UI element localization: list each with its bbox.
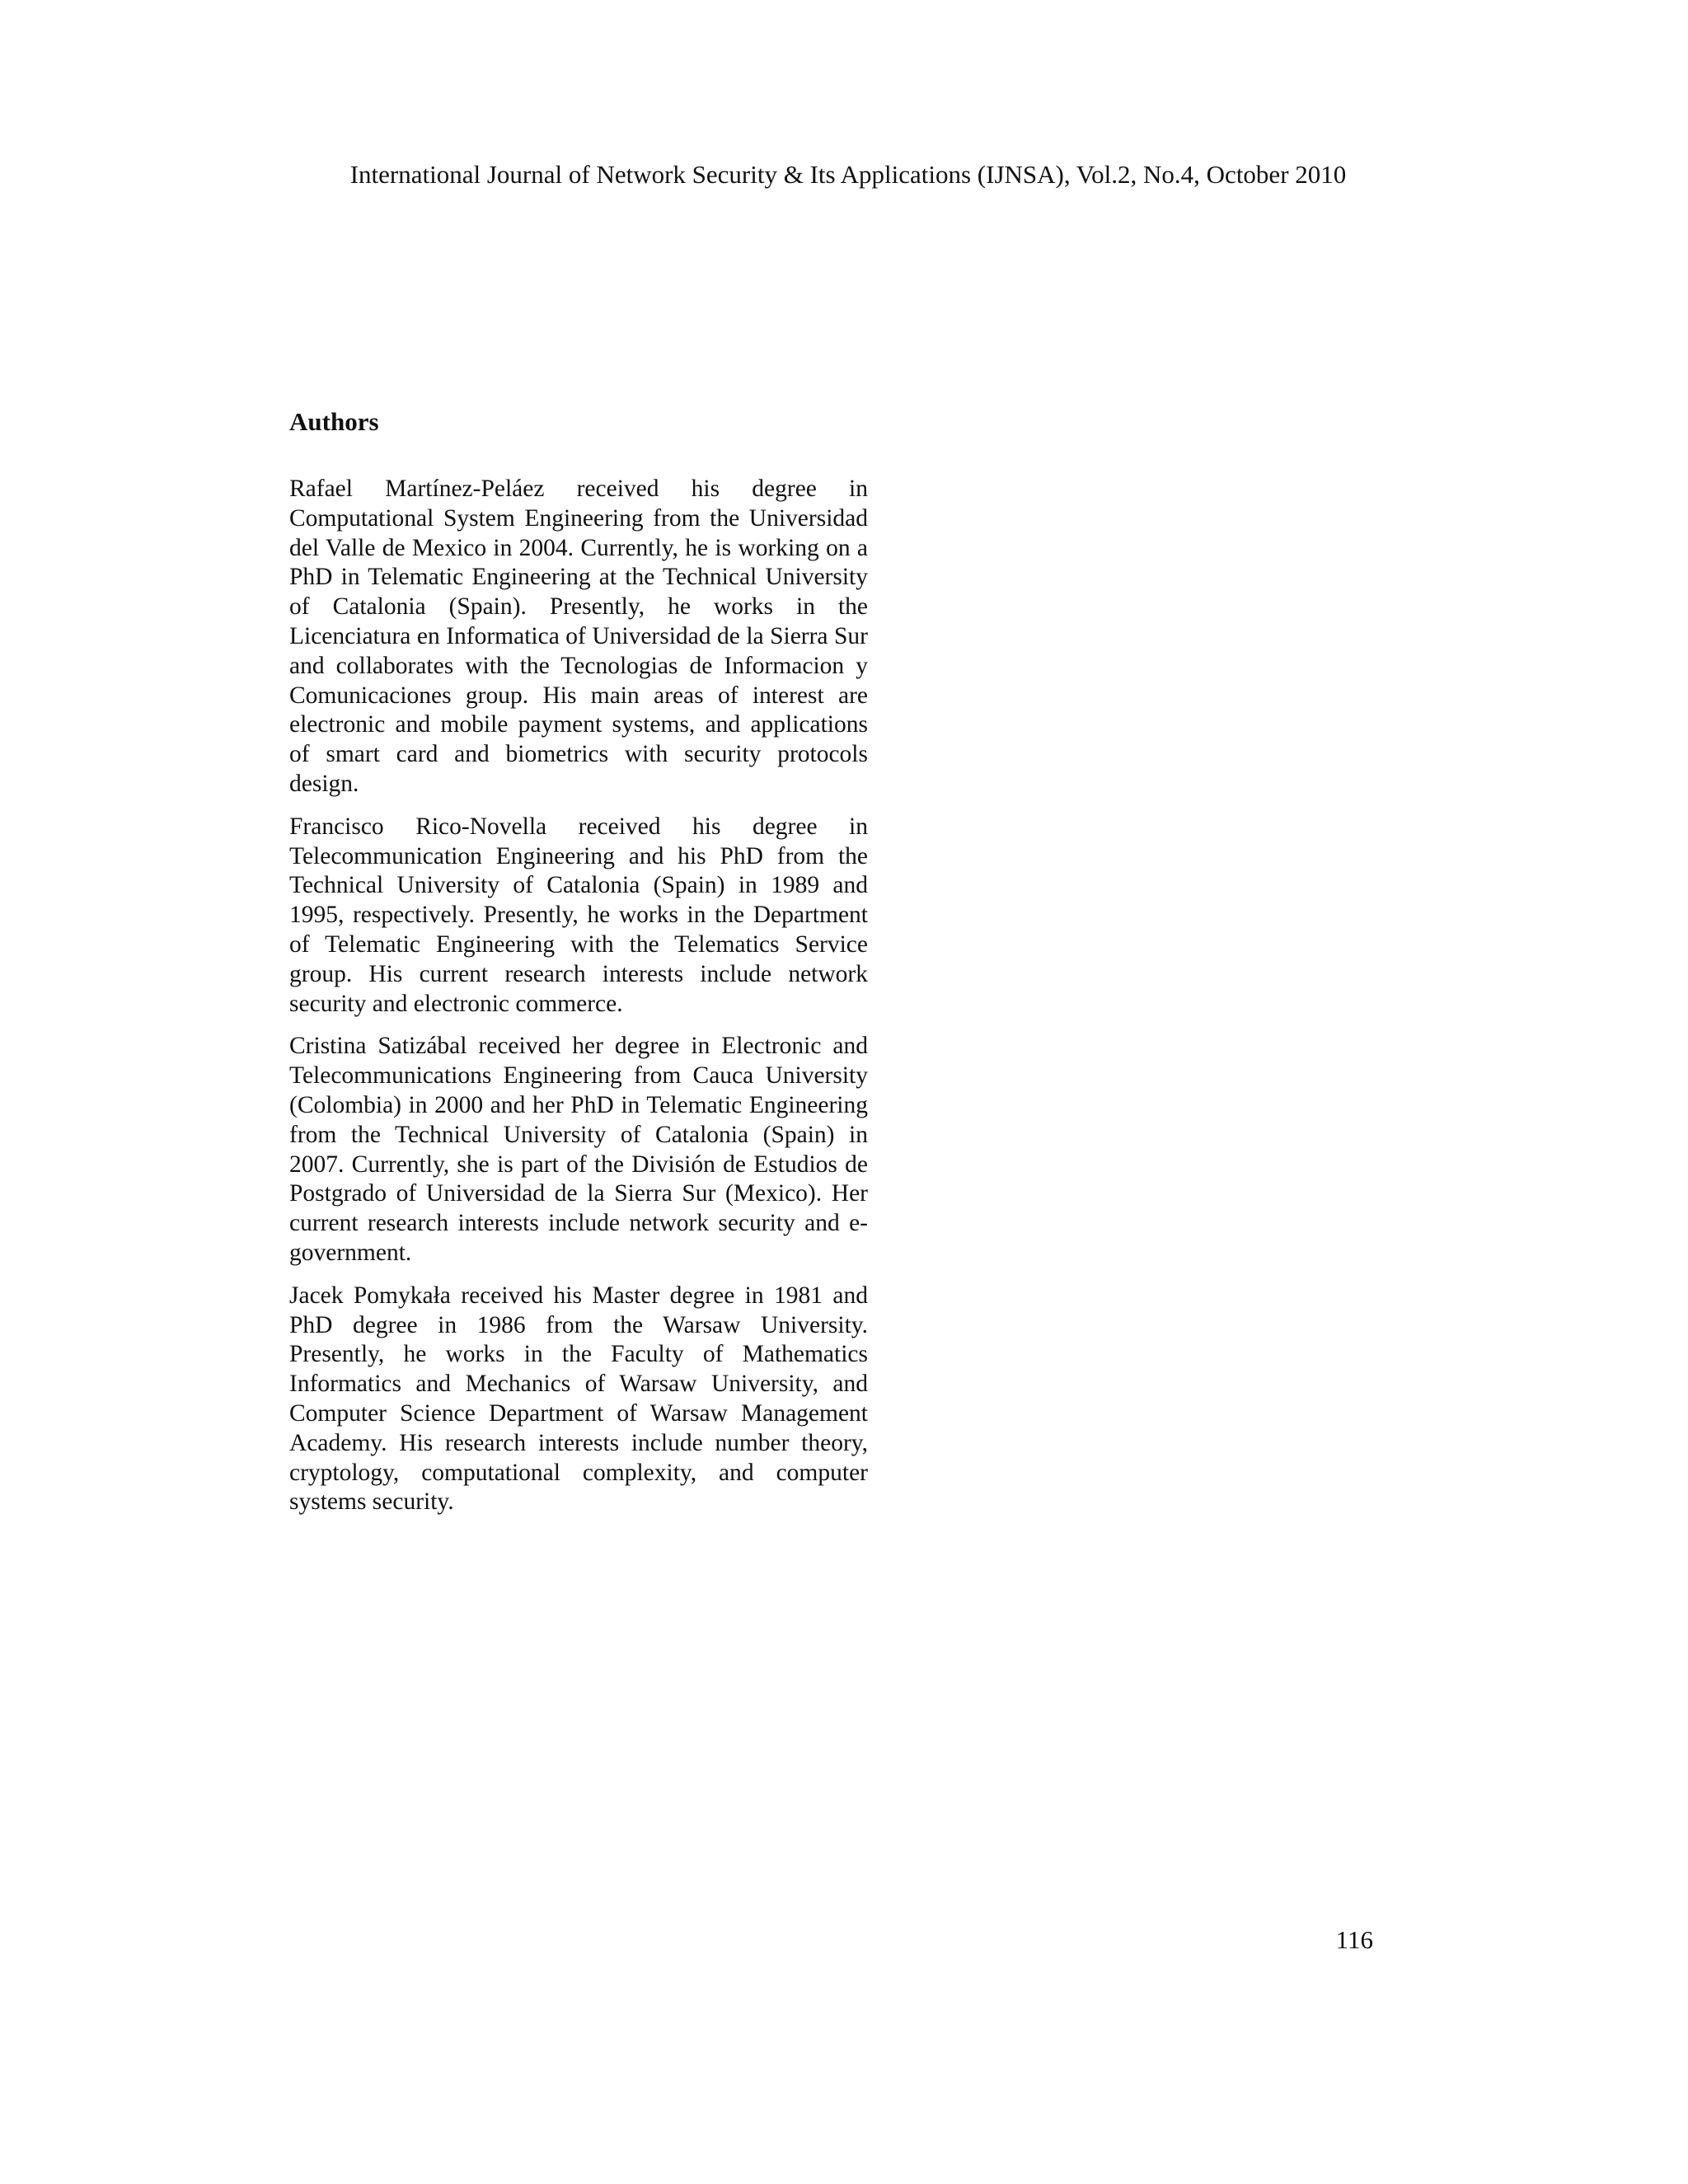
author-bio-pomykala: Jacek Pomykała received his Master degree in 1981 and PhD degree in 1986 from the Warsaw University. Presently, he works in the Faculty of Mathematics Informatics and Mechanics of Warsaw University, and Computer Science Department of Warsaw Management Academy. His research interests include number theory, cryptology, computational complexity, and computer systems security. bbox=[289, 1282, 868, 1516]
page-number: 116 bbox=[1335, 1925, 1373, 1954]
running-header: International Journal of Network Security & Its Applications (IJNSA), Vol.2, No.4, October 2010 bbox=[349, 160, 1347, 189]
authors-section bbox=[289, 405, 868, 1530]
author-bio-martinez-pelaez: Rafael Martínez-Peláez received his degree in Computational System Engineering from the Universidad del Valle de Mexico in 2004. Currently, he is working on a PhD in Telematic Engineering at the Technical University of Catalonia (Spain). Presently, he works in the Licenciatura en Informatica of Universidad de la Sierra Sur and collaborates with the Tecnologias de Informacion y Comunicaciones group. His main areas of interest are electronic and mobile payment systems, and applications of smart card and biometrics with security protocols design. bbox=[289, 476, 868, 797]
section-title: Authors bbox=[289, 407, 379, 436]
author-bio-rico-novella: Francisco Rico-Novella received his degree in Telecommunication Engineering and his PhD from the Technical University of Catalonia (Spain) in 1989 and 1995, respectively. Presently, he works in the Department of Telematic Engineering with the Telematics Service group. His current research interests include network security and electronic commerce. bbox=[289, 813, 868, 1017]
author-bio-satizabal: Cristina Satizábal received her degree in Electronic and Telecommunications Engineering from Cauca University (Colombia) in 2000 and her PhD in Telematic Engineering from the Technical University of Catalonia (Spain) in 2007. Currently, she is part of the División de Estudios de Postgrado of Universidad de la Sierra Sur (Mexico). Her current research interests include network security and e-government. bbox=[289, 1033, 868, 1266]
